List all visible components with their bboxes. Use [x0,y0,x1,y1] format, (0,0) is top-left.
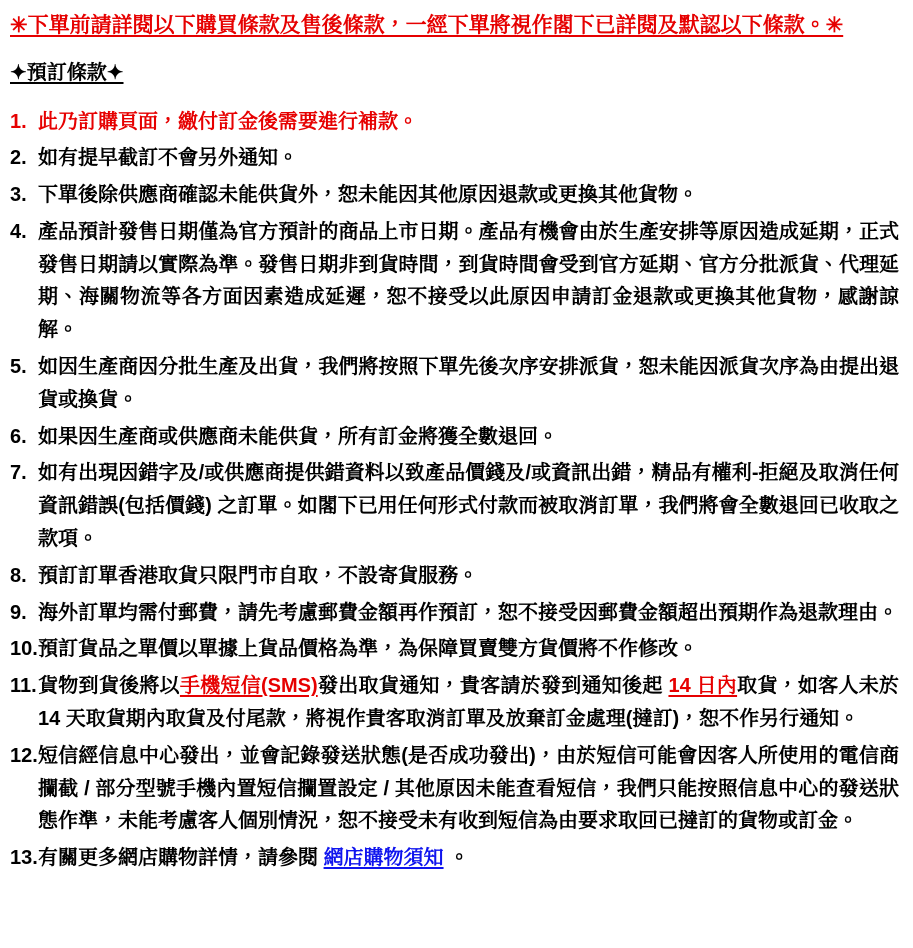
term-text-segment: 如有出現因錯字及/或供應商提供錯資料以致產品價錢及/或資訊出錯，精品有權利-拒絕及取消任何資訊錯誤(包括價錢) 之訂單。如閣下已用任何形式付款而被取消訂單，我們將會全數退回已收取之款項。 [38,462,899,551]
term-text [38,216,899,347]
term-number: 4. [10,220,27,243]
term-number: 13. [10,847,38,870]
term-item-2 [10,142,899,175]
term-number: 3. [10,184,27,207]
term-text-segment: 貨物到貨後將以 [38,675,180,698]
term-item-7 [10,457,899,555]
purchase-notice-text: ✳下單前請詳閱以下購買條款及售後條款，一經下單將視作閣下已詳閱及默認以下條款。✳ [10,14,844,37]
preorder-terms-heading [10,59,899,87]
term-number: 9. [10,601,27,624]
term-number: 10. [10,638,38,661]
term-text-segment: 如有提早截訂不會另外通知。 [38,147,298,170]
term-number: 7. [10,462,27,485]
term-item-8 [10,560,899,593]
purchase-notice-header [10,10,899,42]
term-number: 1. [10,110,27,133]
term-text [38,351,899,417]
terms-list [10,106,899,876]
red-underlined-text: 手機短信(SMS) [179,675,318,698]
term-item-13 [10,842,899,875]
term-text [38,142,899,175]
term-item-4 [10,216,899,347]
term-text-segment: 取貨，如客人未於 14 天取貨期內取貨及付尾款，將視作貴客取消訂單及放棄訂金處理(撻訂)，恕不作另行通知。 [38,675,899,731]
term-number: 2. [10,147,27,170]
term-text-segment: 如因生產商因分批生產及出貨，我們將按照下單先後次序安排派貨，恕未能因派貨次序為由提出退貨或換貨。 [38,356,899,411]
term-item-9 [10,597,899,630]
term-text-segment: 預訂訂單香港取貨只限門市自取，不設寄貨服務。 [38,564,478,587]
term-number: 12. [10,744,38,767]
term-item-12 [10,740,899,838]
term-text [38,560,899,593]
term-item-10 [10,633,899,666]
term-text [38,597,899,630]
term-item-5 [10,351,899,417]
term-text [38,106,899,139]
term-text-segment: 如果因生產商或供應商未能供貨，所有訂金將獲全數退回。 [38,425,558,448]
term-text [38,842,899,875]
term-number: 11. [10,675,37,698]
red-underlined-text: 14 日內 [668,675,738,698]
term-text-segment: 發出取貨通知，貴客請於發到通知後起 [317,675,669,698]
store-shopping-notice-link[interactable]: 網店購物須知 [323,847,444,870]
term-item-1 [10,106,899,139]
term-text [38,457,899,555]
term-number: 5. [10,356,27,379]
term-text [38,740,899,838]
term-text-segment: 產品預計發售日期僅為官方預計的商品上市日期。產品有機會由於生產安排等原因造成延期，正式發售日期請以實際為準。發售日期非到貨時間，到貨時間會受到官方延期、官方分批派貨、代理延期、海關物流等各方面因素造成延遲，恕不接受以此原因申請訂金退款或更換其他貨物，感謝諒解。 [38,220,899,342]
term-text [38,633,899,666]
term-number: 8. [10,564,27,587]
term-item-11 [10,670,899,736]
term-item-3 [10,179,899,212]
term-text [38,179,899,212]
term-text-segment: 此乃訂購頁面，繳付訂金後需要進行補款。 [38,110,418,133]
term-text-segment: 。 [443,847,470,870]
term-text-segment: 有關更多網店購物詳情，請參閱 [38,847,324,870]
term-text-segment: 下單後除供應商確認未能供貨外，恕未能因其他原因退款或更換其他貨物。 [38,184,698,207]
term-text [38,421,899,454]
preorder-terms-heading-text: ✦預訂條款✦ [10,61,124,84]
term-text-segment: 短信經信息中心發出，並會記錄發送狀態(是否成功發出)，由於短信可能會因客人所使用的電信商攔截 / 部分型號手機內置短信攔置設定 / 其他原因未能查看短信，我們只能按照信息中心的發送狀態作準，未能考慮客人個別情況，恕不接受未有收到短信為由要求取回已撻訂的貨物或訂金。 [38,744,899,833]
term-text [38,670,899,736]
term-text-segment: 海外訂單均需付郵費，請先考慮郵費金額再作預訂，恕不接受因郵費金額超出預期作為退款理由。 [38,601,898,624]
term-text-segment: 預訂貨品之單價以單據上貨品價格為準，為保障買賣雙方貨價將不作修改。 [38,638,698,661]
term-number: 6. [10,425,27,448]
term-item-6 [10,421,899,454]
